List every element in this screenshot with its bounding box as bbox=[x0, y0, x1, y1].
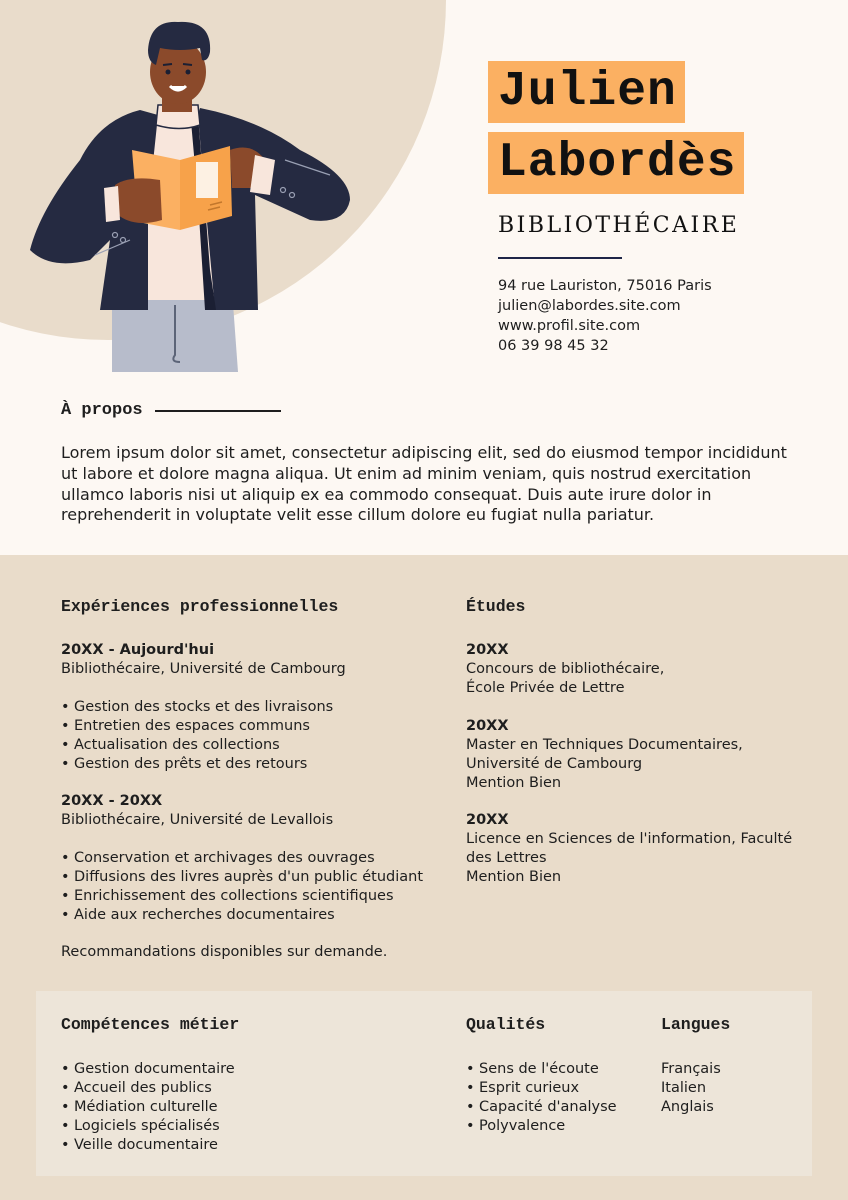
job-tasks bbox=[61, 849, 451, 925]
list-item: • Accueil des publics bbox=[61, 1079, 421, 1098]
contact-email[interactable]: julien@labordes.site.com bbox=[498, 298, 681, 314]
education-line: Mention Bien bbox=[466, 869, 562, 885]
job-title: BIBLIOTHÉCAIRE bbox=[498, 213, 740, 238]
list-item: Anglais bbox=[661, 1099, 714, 1115]
about-divider bbox=[155, 410, 281, 412]
list-item: • Enrichissement des collections scientifiques bbox=[61, 887, 451, 906]
list-item: • Gestion documentaire bbox=[61, 1060, 421, 1079]
job-role: Bibliothécaire, Université de Levallois bbox=[61, 812, 334, 828]
education-title: Études bbox=[466, 597, 526, 616]
job-tasks bbox=[61, 698, 451, 774]
job-entry bbox=[61, 641, 451, 774]
languages-title: Langues bbox=[661, 1015, 731, 1034]
contact-address: 94 rue Lauriston, 75016 Paris bbox=[498, 278, 712, 294]
list-item: • Veille documentaire bbox=[61, 1136, 421, 1155]
education-line: École Privée de Lettre bbox=[466, 680, 625, 696]
list-item: • Conservation et archivages des ouvrages bbox=[61, 849, 451, 868]
education-entry bbox=[466, 717, 806, 793]
about-heading bbox=[61, 401, 281, 420]
list-item: • Polyvalence bbox=[466, 1117, 646, 1136]
list-item: • Diffusions des livres auprès d'un public étudiant bbox=[61, 868, 451, 887]
education-year: 20XX bbox=[466, 642, 509, 658]
list-item: • Capacité d'analyse bbox=[466, 1098, 646, 1117]
job-period: 20XX - Aujourd'hui bbox=[61, 642, 215, 658]
job-period: 20XX - 20XX bbox=[61, 793, 163, 809]
experience-list bbox=[61, 641, 451, 962]
contact-phone: 06 39 98 45 32 bbox=[498, 338, 609, 354]
education-list bbox=[466, 641, 806, 887]
contact-block bbox=[498, 276, 712, 356]
list-item: • Esprit curieux bbox=[466, 1079, 646, 1098]
list-item: • Logiciels spécialisés bbox=[61, 1117, 421, 1136]
qualities-list bbox=[466, 1060, 646, 1136]
education-line: Master en Techniques Documentaires, bbox=[466, 737, 743, 753]
education-year: 20XX bbox=[466, 718, 509, 734]
skills-title: Compétences métier bbox=[61, 1015, 240, 1034]
list-item: • Entretien des espaces communs bbox=[61, 717, 451, 736]
librarian-reading-illustration bbox=[20, 10, 360, 380]
list-item: Français bbox=[661, 1061, 721, 1077]
job-role: Bibliothécaire, Université de Cambourg bbox=[61, 661, 346, 677]
list-item: • Aide aux recherches documentaires bbox=[61, 906, 451, 925]
about-title: À propos bbox=[61, 401, 143, 420]
list-item: • Gestion des prêts et des retours bbox=[61, 755, 451, 774]
list-item: Italien bbox=[661, 1080, 707, 1096]
education-line: Université de Cambourg bbox=[466, 756, 643, 772]
education-line: Mention Bien bbox=[466, 775, 562, 791]
title-divider bbox=[498, 257, 622, 259]
education-line: des Lettres bbox=[466, 850, 547, 866]
education-entry bbox=[466, 811, 806, 887]
skills-list bbox=[61, 1060, 421, 1155]
experience-title: Expériences professionnelles bbox=[61, 597, 339, 616]
list-item: • Actualisation des collections bbox=[61, 736, 451, 755]
last-name: Labordès bbox=[488, 132, 744, 194]
list-item: • Médiation culturelle bbox=[61, 1098, 421, 1117]
job-entry bbox=[61, 792, 451, 925]
about-text: Lorem ipsum dolor sit amet, consectetur adipiscing elit, sed do eiusmod tempor incididunt ut labore et dolore magna aliqua. Ut enim ad minim veniam, quis nostrud exercitation ullamco laboris nisi ut aliquip ex ea commodo consequat. Duis aute irure dolor in reprehenderit in voluptate velit esse cillum dolore eu fugiat nulla pariatur. bbox=[61, 443, 787, 525]
list-item: • Sens de l'écoute bbox=[466, 1060, 646, 1079]
recommendation-note: Recommandations disponibles sur demande. bbox=[61, 944, 388, 960]
first-name: Julien bbox=[488, 61, 685, 123]
contact-website[interactable]: www.profil.site.com bbox=[498, 318, 641, 334]
education-year: 20XX bbox=[466, 812, 509, 828]
education-line: Licence en Sciences de l'information, Faculté bbox=[466, 831, 793, 847]
languages-list bbox=[661, 1060, 801, 1117]
education-line: Concours de bibliothécaire, bbox=[466, 661, 665, 677]
qualities-title: Qualités bbox=[466, 1015, 546, 1034]
list-item: • Gestion des stocks et des livraisons bbox=[61, 698, 451, 717]
education-entry bbox=[466, 641, 806, 698]
